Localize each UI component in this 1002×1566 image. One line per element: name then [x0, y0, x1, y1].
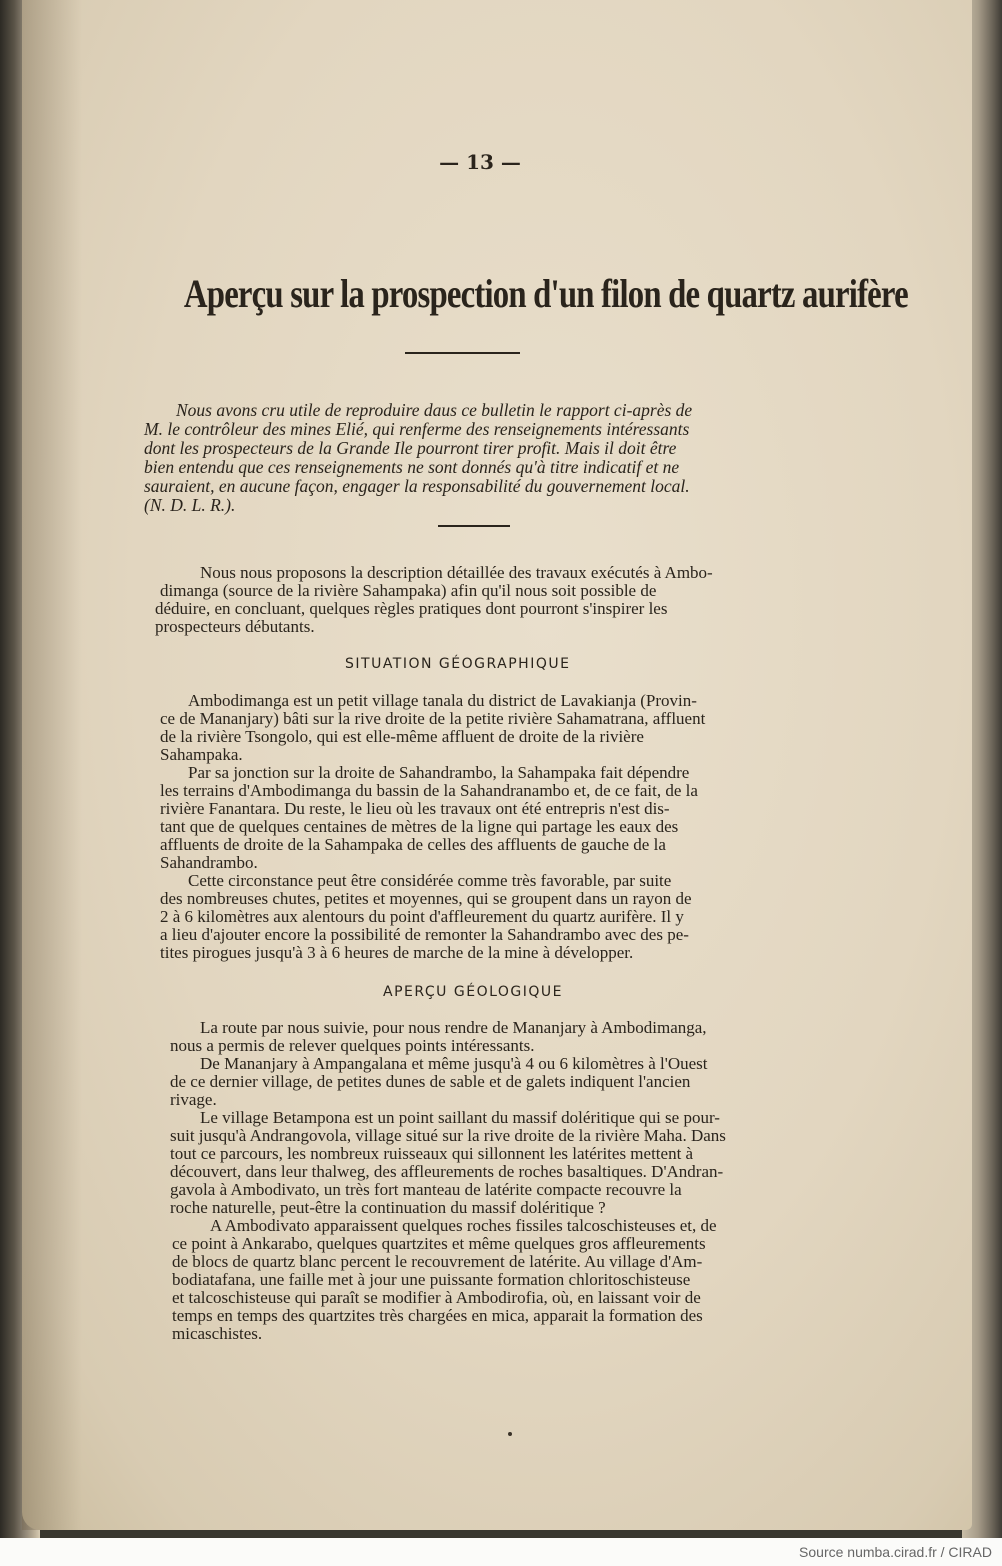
paragraph-line: Sahandrambo. — [160, 853, 258, 872]
paragraph-line: micaschistes. — [172, 1324, 263, 1343]
note-line: M. le contrôleur des mines Elié, qui renferme des renseignements intéressants — [144, 419, 690, 439]
paragraph-line: Ambodimanga est un petit village tanala du district de Lavakianja (Provin- — [188, 691, 697, 710]
paragraph-line: déduire, en concluant, quelques règles pratiques dont pourront s'inspirer les — [155, 599, 668, 618]
note-line: (N. D. L. R.). — [144, 495, 236, 515]
paragraph-line: Le village Betampona est un point saillant du massif doléritique qui se pour- — [200, 1108, 720, 1127]
paragraph-line: ce de Mananjary) bâti sur la rive droite de la petite rivière Sahamatrana, affluent — [160, 709, 706, 728]
paragraph-line: Sahampaka. — [160, 745, 243, 764]
gutter-shadow — [22, 0, 82, 1530]
paragraph-line: ce point à Ankarabo, quelques quartzites et même quelques gros affleurements — [172, 1234, 706, 1253]
paragraph-line: La route par nous suivie, pour nous rendre de Mananjary à Ambodimanga, — [200, 1018, 707, 1037]
paragraph-line: bodiatafana, une faille met à jour une puissante formation chloritoschisteuse — [172, 1270, 691, 1289]
paragraph-line: les terrains d'Ambodimanga du bassin de la Sahandranambo et, de ce fait, de la — [160, 781, 698, 800]
paragraph-line: de ce dernier village, de petites dunes de sable et de galets indiquent l'ancien — [170, 1072, 691, 1091]
note-line: sauraient, en aucune façon, engager la responsabilité du gouvernement local. — [144, 476, 690, 496]
paragraph-line: nous a permis de relever quelques points intéressants. — [170, 1036, 535, 1055]
section-heading-geologie: APERÇU GÉOLOGIQUE — [383, 984, 563, 1000]
note-divider — [438, 525, 510, 527]
paragraph-line: De Mananjary à Ampangalana et même jusqu'à 4 ou 6 kilomètres à l'Ouest — [200, 1054, 708, 1073]
paragraph-line: de la rivière Tsongolo, qui est elle-même affluent de droite de la rivière — [160, 727, 644, 746]
section-heading-situation: SITUATION GÉOGRAPHIQUE — [345, 656, 571, 672]
paragraph-line: suit jusqu'à Andrangovola, village situé sur la rive droite de la rivière Maha. Dans — [170, 1126, 726, 1145]
paragraph-line: découvert, dans leur thalweg, des affleurements de roches basaltiques. D'Andran- — [170, 1162, 724, 1181]
paragraph-line: et talcoschisteuse qui paraît se modifier à Ambodirofia, où, en laissant voir de — [172, 1288, 701, 1307]
note-line: dont les prospecteurs de la Grande Ile pourront tirer profit. Mais il doit être — [144, 438, 677, 458]
page-title: Aperçu sur la prospection d'un filon de quartz aurifère — [183, 271, 908, 316]
note-line: Nous avons cru utile de reproduire daus ce bulletin le rapport ci-après de — [176, 400, 693, 420]
title-divider — [405, 352, 520, 354]
note-line: bien entendu que ces renseignements ne sont donnés qu'à titre indicatif et ne — [144, 457, 680, 477]
paragraph-line: rivage. — [170, 1090, 217, 1109]
paragraph-line: gavola à Ambodivato, un très fort manteau de latérite compacte recouvre la — [170, 1180, 682, 1199]
ink-dot — [508, 1432, 512, 1436]
paragraph-line: tant que de quelques centaines de mètres de la ligne qui partage les eaux des — [160, 817, 679, 836]
paragraph-line: affluents de droite de la Sahampaka de celles des affluents de gauche de la — [160, 835, 666, 854]
paragraph-line: tout ce parcours, les nombreux ruisseaux qui sillonnent les latérites mettent à — [170, 1144, 694, 1163]
paragraph-line: dimanga (source de la rivière Sahampaka) afin qu'il nous soit possible de — [160, 581, 657, 600]
source-credit: Source numba.cirad.fr / CIRAD — [799, 1544, 992, 1560]
paragraph-line: a lieu d'ajouter encore la possibilité de remonter la Sahandrambo avec des pe- — [160, 925, 689, 944]
paragraph-line: roche naturelle, peut-être la continuation du massif doléritique ? — [170, 1198, 606, 1217]
paragraph-line: Par sa jonction sur la droite de Sahandrambo, la Sahampaka fait dépendre — [188, 763, 690, 782]
paragraph-line: Cette circonstance peut être considérée comme très favorable, par suite — [188, 871, 672, 890]
paragraph-line: A Ambodivato apparaissent quelques roches fissiles talcoschisteuses et, de — [210, 1216, 717, 1235]
paragraph-line: rivière Fanantara. Du reste, le lieu où les travaux ont été entrepris n'est dis- — [160, 799, 670, 818]
paragraph-line: temps en temps des quartzites très chargées en mica, apparait la formation des — [172, 1306, 703, 1325]
paragraph-line: prospecteurs débutants. — [155, 617, 315, 636]
paragraph-line: des nombreuses chutes, petites et moyennes, qui se groupent dans un rayon de — [160, 889, 692, 908]
paragraph-line: tites pirogues jusqu'à 3 à 6 heures de marche de la mine à développer. — [160, 943, 634, 962]
page-number: — 13 — — [439, 150, 521, 174]
paragraph-line: 2 à 6 kilomètres aux alentours du point d'affleurement du quartz aurifère. Il y — [160, 907, 684, 926]
paragraph-line: Nous nous proposons la description détaillée des travaux exécutés à Ambo- — [200, 563, 713, 582]
paragraph-line: de blocs de quartz blanc percent le recouvrement de latérite. Au village d'Am- — [172, 1252, 703, 1271]
